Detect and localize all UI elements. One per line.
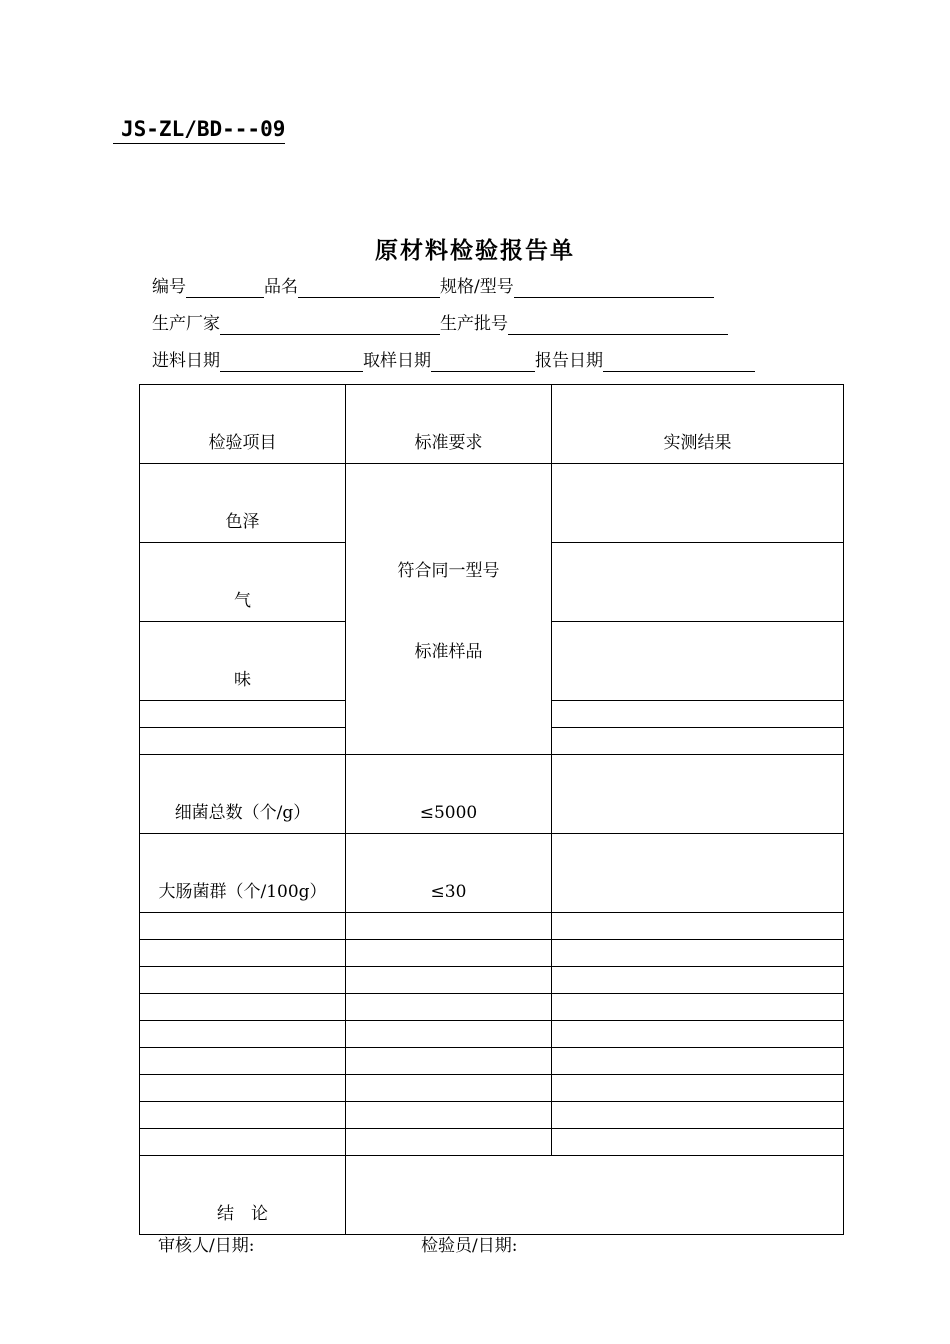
spec-model-label: 规格/型号 bbox=[440, 277, 514, 297]
empty-result-cell[interactable] bbox=[552, 728, 844, 755]
table-row bbox=[140, 913, 844, 940]
empty-cell[interactable] bbox=[346, 940, 552, 967]
empty-cell[interactable] bbox=[346, 1129, 552, 1156]
empty-cell[interactable] bbox=[346, 1102, 552, 1129]
item-odor: 气 bbox=[140, 543, 346, 622]
number-label: 编号 bbox=[152, 277, 186, 297]
result-color-cell[interactable] bbox=[552, 464, 844, 543]
item-color: 色泽 bbox=[140, 464, 346, 543]
info-row-3 bbox=[152, 350, 755, 372]
empty-cell[interactable] bbox=[346, 1021, 552, 1048]
empty-cell[interactable] bbox=[346, 967, 552, 994]
table-row bbox=[140, 994, 844, 1021]
item-taste: 味 bbox=[140, 622, 346, 701]
table-row bbox=[140, 1021, 844, 1048]
empty-cell[interactable] bbox=[140, 994, 346, 1021]
table-row bbox=[140, 1048, 844, 1075]
inspector-date-label: 检验员/日期: bbox=[421, 1236, 518, 1256]
empty-cell[interactable] bbox=[346, 913, 552, 940]
product-name-label: 品名 bbox=[264, 277, 298, 297]
empty-cell[interactable] bbox=[140, 1048, 346, 1075]
result-coliform-cell[interactable] bbox=[552, 834, 844, 913]
empty-item-cell[interactable] bbox=[140, 728, 346, 755]
product-name-field[interactable] bbox=[298, 279, 440, 298]
info-row-2 bbox=[152, 313, 728, 335]
empty-cell[interactable] bbox=[552, 967, 844, 994]
info-row-1 bbox=[152, 276, 714, 298]
item-coliform: 大肠菌群（个/100g） bbox=[140, 834, 346, 913]
report-date-label: 报告日期 bbox=[535, 351, 603, 371]
table-row bbox=[140, 1075, 844, 1102]
table-row bbox=[140, 755, 844, 834]
document-code: JS-ZL/BD---09 bbox=[113, 116, 285, 144]
reviewer-date-label: 审核人/日期: bbox=[158, 1236, 255, 1256]
conclusion-label: 结 论 bbox=[140, 1156, 346, 1235]
item-total-bacteria: 细菌总数（个/g） bbox=[140, 755, 346, 834]
result-taste-cell[interactable] bbox=[552, 622, 844, 701]
empty-cell[interactable] bbox=[552, 1075, 844, 1102]
batch-number-field[interactable] bbox=[508, 316, 728, 335]
table-row bbox=[140, 1129, 844, 1156]
manufacturer-label: 生产厂家 bbox=[152, 314, 220, 334]
empty-cell[interactable] bbox=[552, 913, 844, 940]
table-header-row bbox=[140, 385, 844, 464]
sampling-date-label: 取样日期 bbox=[363, 351, 431, 371]
spec-model-field[interactable] bbox=[514, 279, 714, 298]
standard-coliform: ≤30 bbox=[346, 834, 552, 913]
report-date-field[interactable] bbox=[603, 353, 755, 372]
empty-cell[interactable] bbox=[140, 913, 346, 940]
empty-cell[interactable] bbox=[552, 1102, 844, 1129]
empty-result-cell[interactable] bbox=[552, 701, 844, 728]
empty-cell[interactable] bbox=[552, 940, 844, 967]
table-row bbox=[140, 1102, 844, 1129]
batch-number-label: 生产批号 bbox=[440, 314, 508, 334]
header-standard: 标准要求 bbox=[346, 385, 552, 464]
standard-total-bacteria: ≤5000 bbox=[346, 755, 552, 834]
sensory-standard-line-2: 标准样品 bbox=[414, 642, 483, 662]
empty-cell[interactable] bbox=[552, 1129, 844, 1156]
table-row bbox=[140, 834, 844, 913]
empty-cell[interactable] bbox=[552, 1021, 844, 1048]
result-total-bacteria-cell[interactable] bbox=[552, 755, 844, 834]
conclusion-row bbox=[140, 1156, 844, 1235]
empty-cell[interactable] bbox=[552, 994, 844, 1021]
empty-item-cell[interactable] bbox=[140, 701, 346, 728]
empty-cell[interactable] bbox=[552, 1048, 844, 1075]
table-row bbox=[140, 464, 844, 543]
number-field[interactable] bbox=[186, 279, 264, 298]
report-title: 原材料检验报告单 bbox=[375, 238, 575, 264]
table-row bbox=[140, 967, 844, 994]
empty-cell[interactable] bbox=[140, 940, 346, 967]
result-odor-cell[interactable] bbox=[552, 543, 844, 622]
empty-cell[interactable] bbox=[140, 1102, 346, 1129]
empty-cell[interactable] bbox=[346, 1075, 552, 1102]
incoming-date-label: 进料日期 bbox=[152, 351, 220, 371]
header-item: 检验项目 bbox=[140, 385, 346, 464]
empty-cell[interactable] bbox=[140, 1129, 346, 1156]
table-row bbox=[140, 940, 844, 967]
sensory-standard-line-1: 符合同一型号 bbox=[397, 561, 500, 581]
header-result: 实测结果 bbox=[552, 385, 844, 464]
incoming-date-field[interactable] bbox=[220, 353, 363, 372]
sampling-date-field[interactable] bbox=[431, 353, 535, 372]
empty-cell[interactable] bbox=[140, 967, 346, 994]
empty-cell[interactable] bbox=[346, 1048, 552, 1075]
empty-cell[interactable] bbox=[140, 1021, 346, 1048]
sensory-standard-cell bbox=[346, 464, 552, 755]
inspection-table bbox=[139, 384, 844, 1235]
empty-cell[interactable] bbox=[346, 994, 552, 1021]
conclusion-cell[interactable] bbox=[346, 1156, 844, 1235]
empty-cell[interactable] bbox=[140, 1075, 346, 1102]
manufacturer-field[interactable] bbox=[220, 316, 440, 335]
